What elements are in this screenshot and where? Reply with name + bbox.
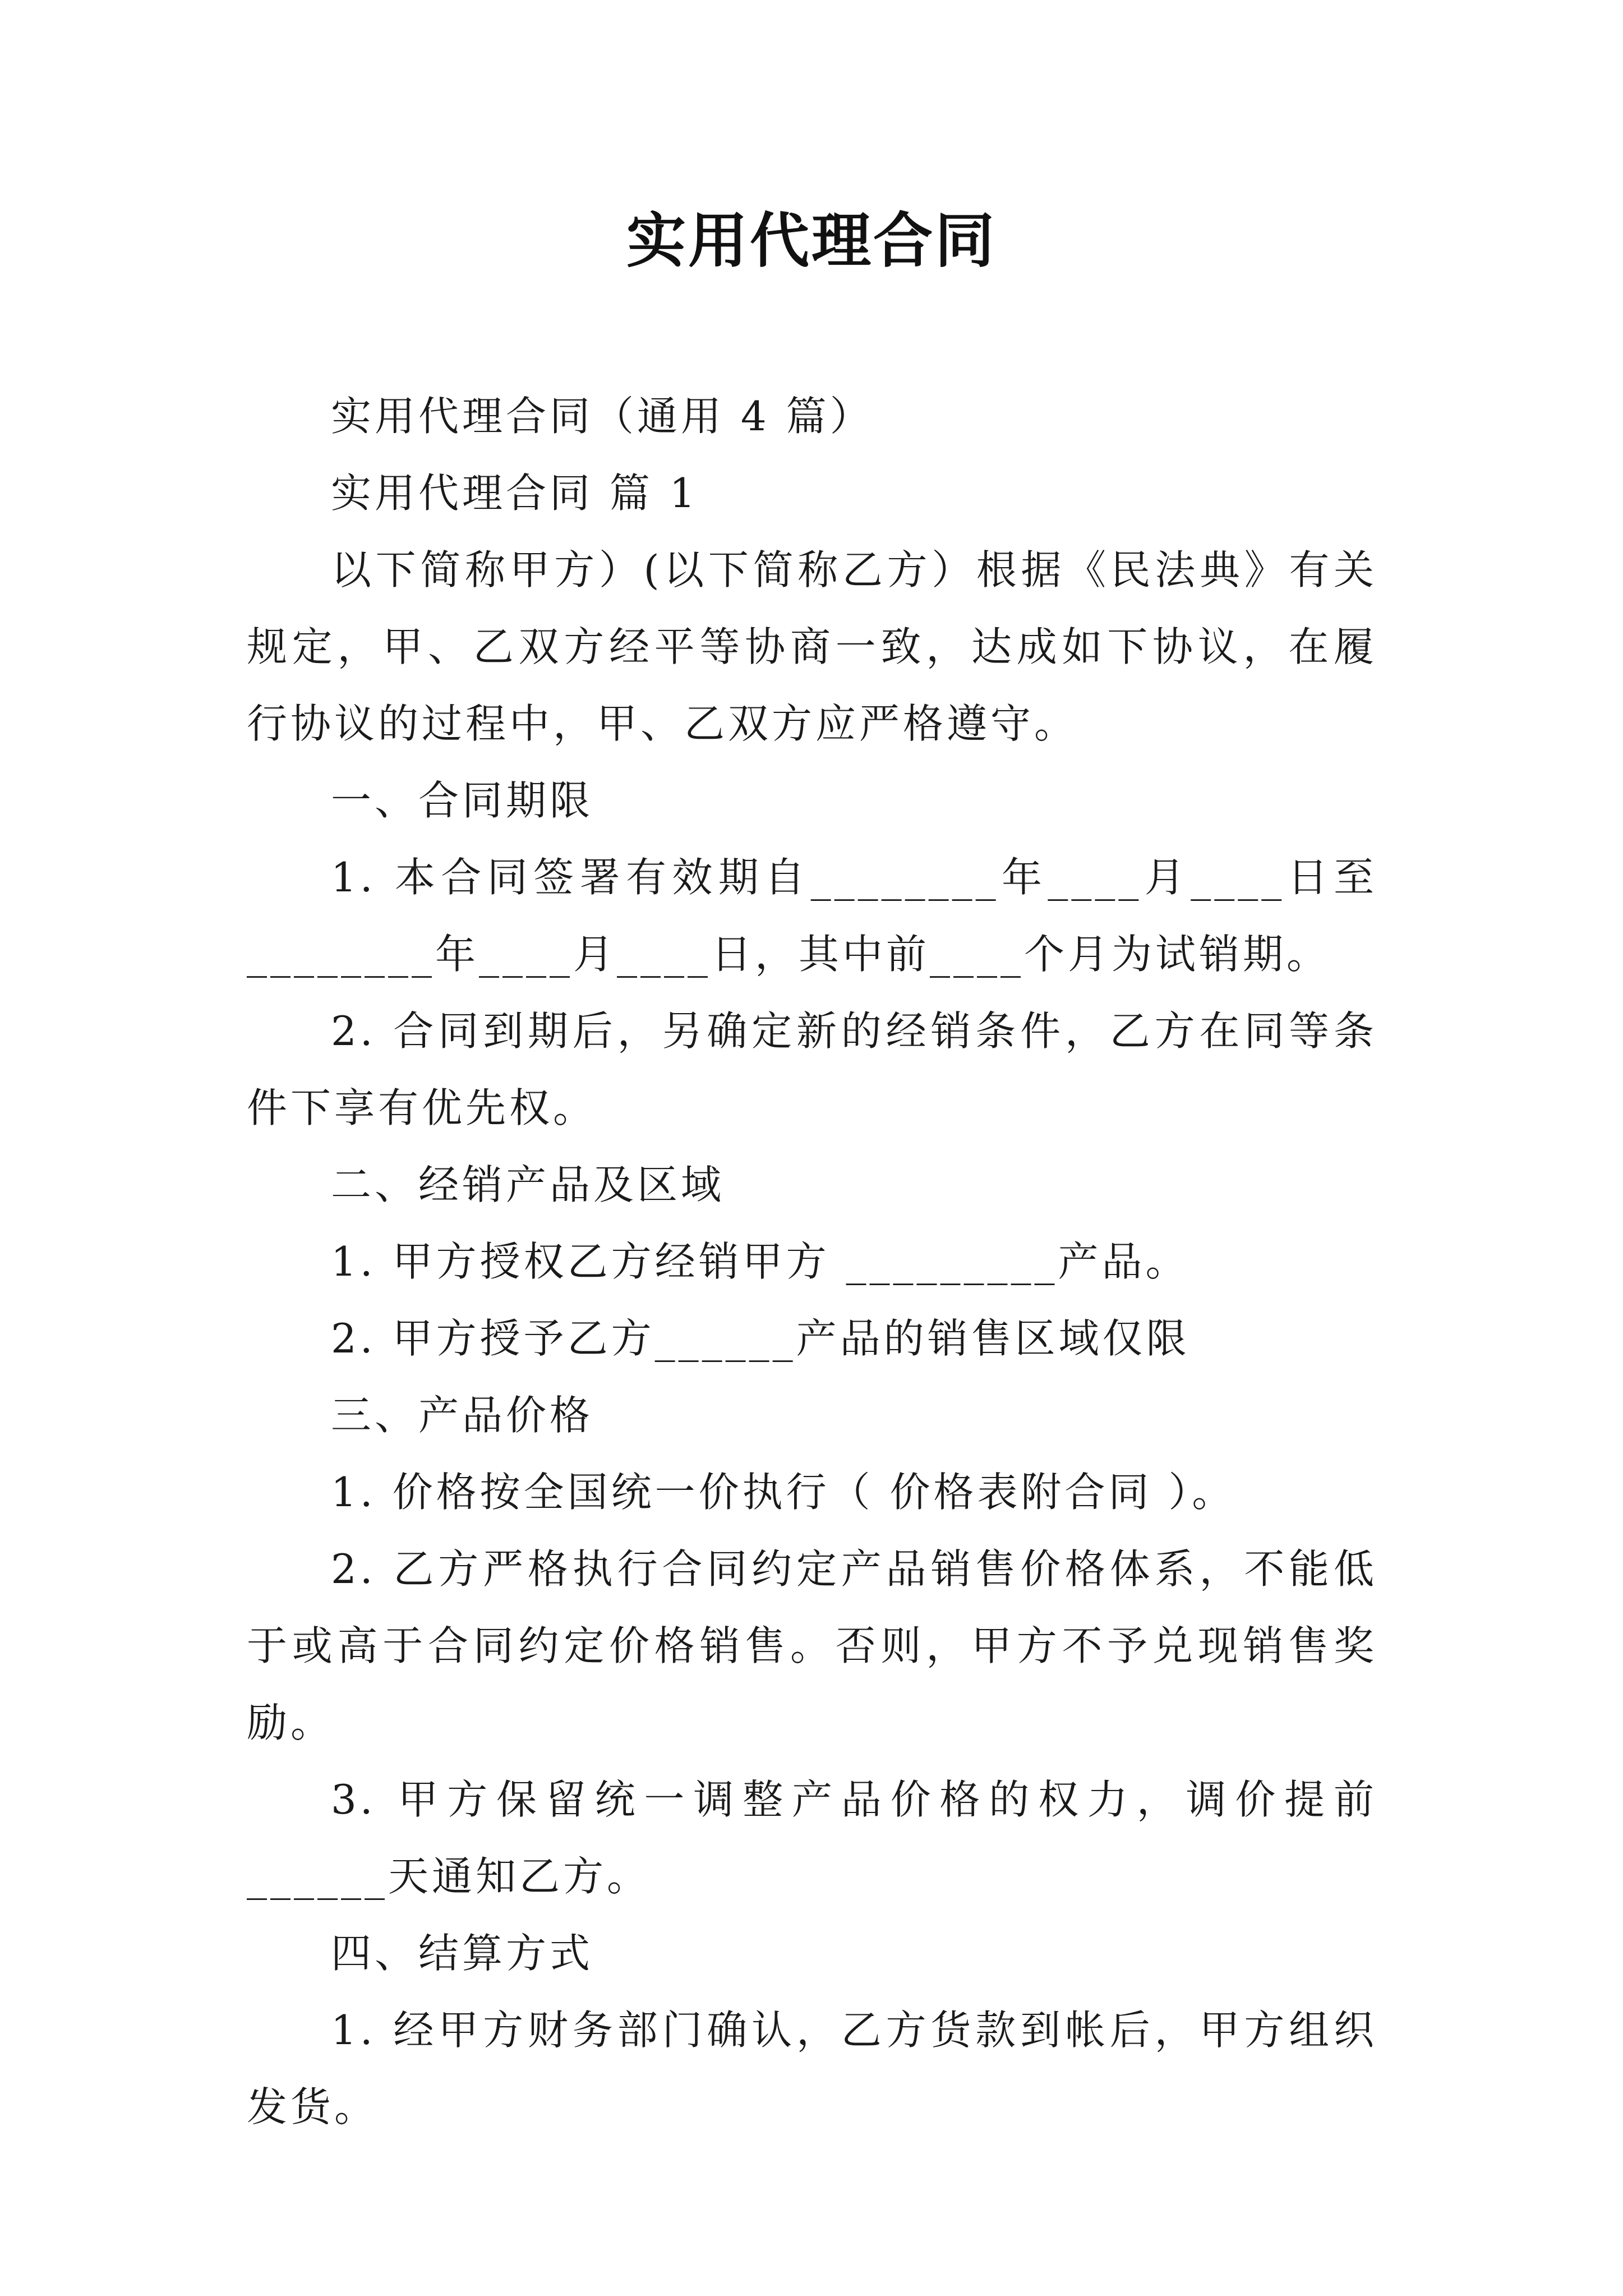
clause-products-1: 1. 甲方授权乙方经销甲方 _________产品。 <box>331 1238 1189 1285</box>
intro-paragraph: 以下简称甲方）(以下简称乙方）根据《民法典》有关规定，甲、乙双方经平等协商一致，达成如下协议，在履行协议的过程中，甲、乙双方应严格遵守。 <box>247 546 1377 747</box>
clause-term-2: 2. 合同到期后，另确定新的经销条件，乙方在同等条件下享有优先权。 <box>247 1007 1377 1131</box>
heading-contract-term: 一、合同期限 <box>331 777 594 824</box>
clause-price-2: 2. 乙方严格执行合同约定产品销售价格体系，不能低于或高于合同约定价格销售。否则，甲方不予兑现销售奖励。 <box>247 1545 1377 1746</box>
heading-product-price: 三、产品价格 <box>331 1392 594 1439</box>
clause-term-1: 1. 本合同签署有效期自________年____月____日至________年____月____日，其中前____个月为试销期。 <box>247 854 1377 978</box>
document-body <box>247 378 1377 2146</box>
subtitle-paragraph: 实用代理合同（通用 4 篇） <box>331 393 874 440</box>
document-title: 实用代理合同 <box>626 206 997 275</box>
heading-settlement: 四、结算方式 <box>331 1930 594 1977</box>
clause-price-1: 1. 价格按全国统一价执行（ 价格表附合同 ）。 <box>331 1469 1236 1516</box>
heading-products-region: 二、经销产品及区域 <box>331 1161 725 1208</box>
clause-products-2: 2. 甲方授予乙方______产品的销售区域仅限 <box>331 1315 1190 1362</box>
clause-price-3: 3. 甲方保留统一调整产品价格的权力，调价提前______天通知乙方。 <box>247 1776 1377 1900</box>
section-heading-part-1: 实用代理合同 篇 1 <box>331 470 699 517</box>
clause-settlement-1: 1. 经甲方财务部门确认，乙方货款到帐后，甲方组织发货。 <box>247 2007 1377 2131</box>
